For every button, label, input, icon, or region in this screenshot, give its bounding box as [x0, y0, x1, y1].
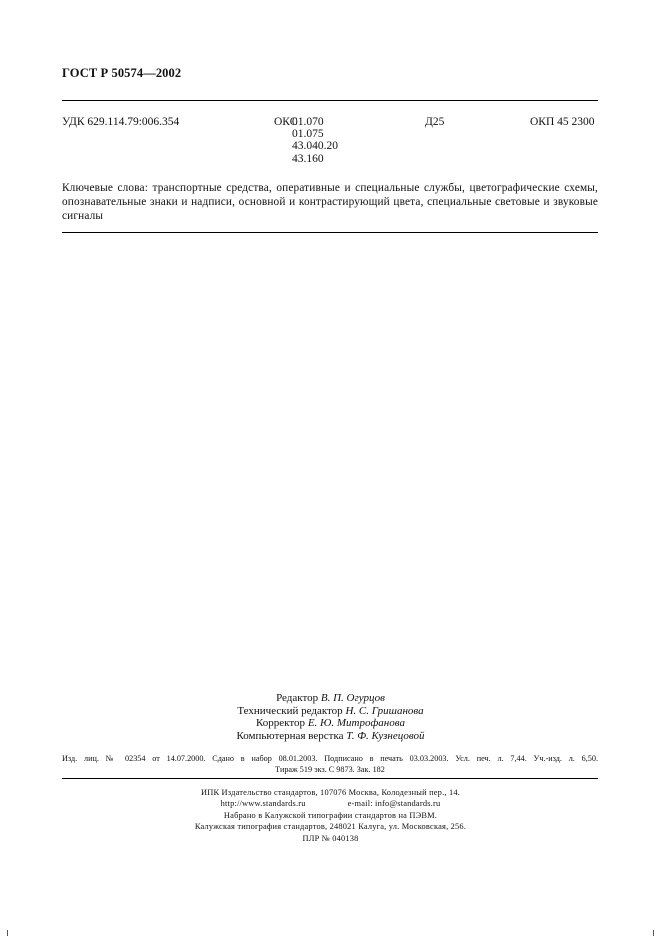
publisher-block [0, 787, 661, 844]
credit-role: Редактор [276, 692, 319, 704]
plr-number: ПЛР № 040138 [302, 833, 359, 843]
oks-code: 43.160 [292, 152, 324, 165]
credit-person: Н. С. Гришанова [345, 704, 424, 717]
website-link[interactable]: http://www.standards.ru [220, 799, 306, 809]
oks-code: 43.040.20 [292, 140, 338, 153]
keywords-paragraph: Ключевые слова: транспортные средства, оперативные и специальные службы, цветографические схемы, опознавательные знаки и надписи, основной и контрастирующий цвета, специальные световые и звуковые сигналы [62, 182, 598, 223]
oks-label: ОКС [274, 116, 298, 128]
publisher-contacts [0, 798, 661, 809]
credit-line [0, 730, 661, 743]
document-code: ГОСТ Р 50574—2002 [62, 66, 182, 80]
email-link[interactable]: e-mail: info@standards.ru [347, 799, 441, 809]
crop-mark [653, 930, 654, 936]
printer-address: Калужская типография стандартов, 248021 Калуга, ул. Московская, 256. [194, 822, 467, 832]
credit-person: Е. Ю. Митрофанова [307, 717, 405, 730]
d-code: Д25 [425, 116, 445, 128]
credit-person: В. П. Огурцов [320, 692, 385, 704]
oks-code: 01.075 [292, 128, 324, 141]
credit-person: Т. Ф. Кузнецовой [346, 729, 425, 742]
keywords-divider [62, 232, 598, 233]
credit-role: Компьютерная верстка [236, 729, 344, 742]
okp-code: ОКП 45 2300 [530, 116, 595, 128]
imprint-divider [62, 778, 598, 779]
crop-mark [7, 930, 8, 936]
print-info-line: Тираж 519 экз. С 9873. Зак. 182 [275, 765, 385, 774]
top-divider [62, 100, 598, 101]
credit-role: Корректор [256, 717, 306, 730]
oks-codes [292, 116, 338, 165]
credits-block [0, 692, 661, 742]
oks-code: 01.070 [292, 116, 324, 128]
publisher-address: ИПК Издательство стандартов, 107076 Москва, Колодезный пер., 14. [200, 788, 461, 797]
credit-line [0, 705, 661, 718]
credit-role: Технический редактор [237, 704, 343, 717]
print-info [62, 753, 598, 775]
udk-code: УДК 629.114.79:006.354 [62, 116, 180, 128]
print-info-line: Изд. лиц. № 02354 от 14.07.2000. Сдано в набор 08.01.2003. Подписано в печать 03.03.2003. Усл. печ. л. 7,44. Уч.-изд. л. 6,50. [62, 754, 598, 763]
credit-line [0, 717, 661, 730]
typeset-note: Набрано в Калужской типографии стандартов на ПЭВМ. [223, 810, 438, 820]
credit-line [0, 692, 661, 705]
